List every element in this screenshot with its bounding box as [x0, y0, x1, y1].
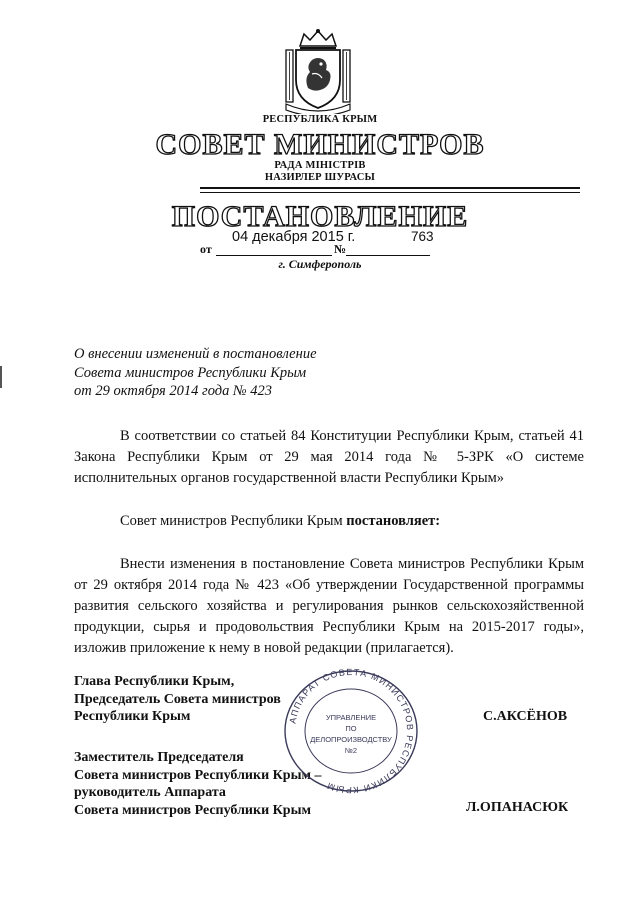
- resolution-paragraph: [74, 511, 584, 532]
- subject-line: О внесении изменений в постановление: [74, 346, 317, 362]
- decree-subject: [74, 345, 317, 401]
- main-paragraph: [74, 554, 584, 659]
- city-name: г. Симферополь: [278, 257, 362, 271]
- stamp-center-line: ПО: [345, 724, 357, 733]
- preamble-text: В соответствии со статьей 84 Конституции Республики Крым, статьей 41 Закона Республики Крым от 29 мая 2014 года № 5-ЗРК «О системе исполнительных органов государственной власти Республики Крым»: [74, 428, 584, 486]
- signatory-title-line: Глава Республики Крым,: [74, 674, 235, 689]
- stamp-center-line: УПРАВЛЕНИЕ: [325, 713, 377, 722]
- signatory-title-line: Республики Крым: [74, 709, 191, 724]
- subject-line: Совета министров Республики Крым: [74, 364, 307, 381]
- resolves-keyword: постановляет:: [346, 513, 441, 529]
- header-divider-thin: [200, 192, 580, 193]
- deputy-signatory-name: Л.ОПАНАСЮК: [466, 800, 569, 815]
- signatory-title-line: руководитель Аппарата: [74, 785, 226, 800]
- stamp-center-line: ДЕЛОПРОИЗВОДСТВУ: [310, 735, 392, 744]
- crimea-coat-of-arms-emblem: [282, 28, 354, 114]
- signatory-title-line: Председатель Совета министров: [74, 691, 281, 707]
- signatory-title-line: Совета министров Республики Крым –: [74, 767, 322, 783]
- stamp-center-line: №2: [344, 746, 358, 755]
- number-label: №: [334, 242, 347, 256]
- scan-margin-mark: [0, 366, 2, 388]
- number-underline: [346, 255, 430, 256]
- republic-name: РЕСПУБЛИКА КРЫМ: [262, 114, 378, 125]
- preamble-paragraph: [74, 426, 584, 489]
- council-of-ministers-heading: СОВЕТ МИНИСТРОВ: [155, 128, 485, 161]
- signatory-title-line: Заместитель Председателя: [74, 750, 244, 765]
- date-underline: [216, 255, 332, 256]
- office-stamp: [282, 668, 420, 794]
- decree-title: ПОСТАНОВЛЕНИЕ: [171, 200, 469, 233]
- decree-date: 04 декабря 2015 г.: [232, 229, 356, 245]
- head-signatory-name: С.АКСЁНОВ: [483, 709, 568, 724]
- council-name-ukrainian: РАДА МІНІСТРІВ: [274, 160, 366, 171]
- date-label: от: [200, 242, 212, 256]
- subject-line: от 29 октября 2014 года № 423: [74, 383, 273, 399]
- head-signature-block: [74, 673, 281, 726]
- resolves-text: Совет министров Республики Крым: [120, 513, 347, 529]
- decree-number: 763: [411, 229, 434, 244]
- council-name-crimean-tatar: НАЗИРЛЕР ШУРАСЫ: [264, 172, 376, 183]
- main-text: Внести изменения в постановление Совета министров Республики Крым от 29 октября 2014 года № 423 «Об утверждении Государственной программы развития сельского хозяйства и регулирования рынков сельскохозяйственной продукции, сырья и продовольствия Республики Крым на 2015-2017 годы», изложив приложение к нему в новой редакции (прилагается).: [74, 556, 584, 656]
- header-divider-thick: [200, 187, 580, 189]
- stamp-ring-text: АППАРАТ СОВЕТА МИНИСТРОВ РЕСПУБЛИКИ КРЫМ: [287, 668, 416, 794]
- signatory-title-line: Совета министров Республики Крым: [74, 802, 312, 818]
